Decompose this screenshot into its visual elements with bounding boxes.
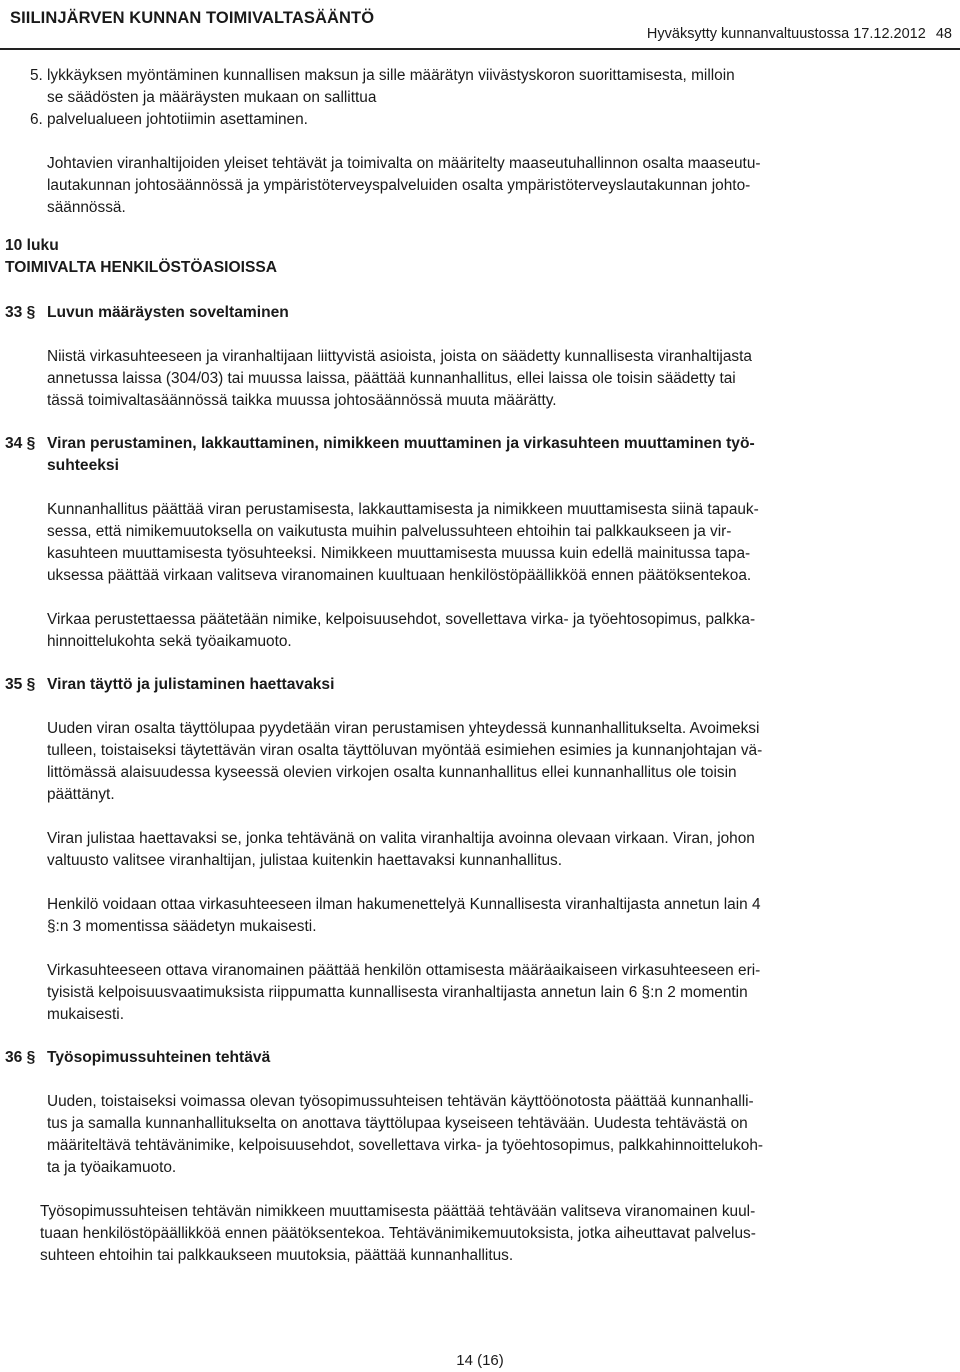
text-line: lautakunnan johtosäännössä ja ympäristöterveyspalveluiden osalta ympäristöterveyslautakunnan johto- — [47, 177, 751, 194]
text-line: kasuhteen muuttamisesta työsuhteeksi. Nimikkeen muuttamisesta muussa kuin edellä mainitussa tapa- — [47, 545, 751, 562]
list-item-number: 5. — [30, 67, 43, 84]
text-line: tyisistä kelpoisuusvaatimuksista riippumatta kunnallisesta viranhaltijasta annetun lain 6 §:n 2 momentin — [47, 984, 748, 1001]
text-line: annetussa laissa (304/03) tai muussa laissa, päättää kunnanhallitus, ellei laissa ole toisin säädetty tai — [47, 370, 736, 387]
section-heading — [0, 302, 960, 324]
text-line: tulleen, toistaiseksi täytettävän viran osalta täyttöluvan myöntää esimiehen esimies ja kunnanjohtajan vä- — [47, 742, 763, 759]
text-line: se säädösten ja määräysten mukaan on sallittua — [47, 89, 377, 106]
section-title — [47, 1047, 948, 1069]
document-body — [0, 48, 960, 1267]
text-line: uksessa päättää virkaan valitseva viranomainen kuultuaan henkilöstöpäällikköä ennen päätöksentekoa. — [47, 567, 752, 584]
text-line: Uuden viran osalta täyttölupaa pyydetään viran perustamisen yhteydessä kunnanhallitukselta. Avoimeksi — [47, 720, 760, 737]
paragraph — [0, 1201, 960, 1267]
text-line: sessa, että nimikemuutoksella on vaikutusta muihin palvelussuhteen ehtoihin tai palkkaukseen ja vir- — [47, 523, 732, 540]
text-line: lykkäyksen myöntäminen kunnallisen maksun ja sille määrätyn viivästyskoron suorittamisesta, milloin — [47, 67, 735, 84]
text-line: määriteltävä tehtävänimike, kelpoisuusehdot, sovellettava virka- ja työehtosopimus, palkkahinnoittelukoh- — [47, 1137, 764, 1154]
text-line: ta ja työaikamuoto. — [47, 1159, 177, 1176]
document-title: SIILINJÄRVEN KUNNAN TOIMIVALTASÄÄNTÖ — [10, 9, 375, 27]
text-line: tässä toimivaltasäännössä taikka muussa johtosäännössä muuta määrätty. — [47, 392, 557, 409]
list-item-text — [47, 109, 308, 131]
intro-paragraph — [0, 153, 960, 219]
text-line: Työsopimussuhteisen tehtävän nimikkeen muuttamisesta päättää tehtävään valitseva viranomainen kuul- — [40, 1203, 756, 1220]
text-line: Johtavien viranhaltijoiden yleiset tehtävät ja toimivalta on määritelty maaseutuhallinnon osalta maaseutu- — [47, 155, 761, 172]
list-item — [0, 65, 960, 109]
page-header — [0, 0, 960, 50]
text-line: päättänyt. — [47, 786, 115, 803]
section-title — [47, 433, 948, 477]
text-line: tuaan henkilöstöpäällikköä ennen päätöksentekoa. Tehtävänimikemuutoksista, jotka aiheuttavat palvelus- — [40, 1225, 756, 1242]
list-item — [0, 109, 960, 131]
chapter-number: 10 luku — [5, 237, 59, 254]
text-line: Viran perustaminen, lakkauttaminen, nimikkeen muuttaminen ja virkasuhteen muuttaminen työ- — [47, 435, 755, 452]
text-line: Henkilö voidaan ottaa virkasuhteeseen ilman hakumenettelyä Kunnallisesta viranhaltijasta annetun lain 4 — [47, 896, 761, 913]
section-number: 34 § — [5, 435, 36, 452]
page-footer — [0, 1352, 960, 1369]
text-line: Viran täyttö ja julistaminen haettavaksi — [47, 676, 335, 693]
paragraph — [0, 1091, 960, 1179]
text-line: palvelualueen johtotiimin asettaminen. — [47, 111, 308, 128]
section-number: 35 § — [5, 676, 36, 693]
list-item-number: 6. — [30, 111, 43, 128]
chapter-heading — [0, 235, 960, 279]
section-heading — [0, 674, 960, 696]
text-line: Viran julistaa haettavaksi se, jonka tehtävänä on valita viranhaltija avoinna olevaan virkaan. Viran, johon — [47, 830, 755, 847]
text-line: valtuusto valitsee viranhaltijan, julistaa kuitenkin haettavaksi kunnanhallitus. — [47, 852, 563, 869]
chapter-title: TOIMIVALTA HENKILÖSTÖASIOISSA — [5, 259, 278, 276]
approval-text: Hyväksytty kunnanvaltuustossa 17.12.2012 — [646, 26, 926, 42]
text-line: tus ja samalla kunnanhallitukselta on anottava täyttölupaa kyseiseen tehtävään. Uudesta tehtävästä on — [47, 1115, 748, 1132]
text-line: Kunnanhallitus päättää viran perustamisesta, lakkauttamisesta ja nimikkeen muuttamisesta siinä tapauk- — [47, 501, 759, 518]
section-number: 33 § — [5, 304, 36, 321]
text-line: Niistä virkasuhteeseen ja viranhaltijaan liittyvistä asioista, joista on säädetty kunnallisesta viranhaltijasta — [47, 348, 752, 365]
text-line: §:n 3 momentissa säädetyn mukaisesti. — [47, 918, 317, 935]
paragraph — [0, 609, 960, 653]
paragraph — [0, 718, 960, 806]
paragraph — [0, 346, 960, 412]
text-line: mukaisesti. — [47, 1006, 124, 1023]
text-line: suhteeksi — [47, 457, 119, 474]
text-line: Uuden, toistaiseksi voimassa olevan työsopimussuhteisen tehtävän käyttöönotosta päättää kunnanhalli- — [47, 1093, 754, 1110]
section-number: 36 § — [5, 1049, 36, 1066]
text-line: Työsopimussuhteinen tehtävä — [47, 1049, 271, 1066]
list-item-text — [47, 65, 735, 109]
approval-note — [647, 26, 952, 42]
section-title — [47, 674, 948, 696]
text-line: Virkaa perustettaessa päätetään nimike, kelpoisuusehdot, sovellettava virka- ja työehtosopimus, palkka- — [47, 611, 756, 628]
paragraph — [0, 894, 960, 938]
text-line: säännössä. — [47, 199, 126, 216]
section-heading — [0, 433, 960, 477]
section-title — [47, 302, 948, 324]
paragraph — [0, 499, 960, 587]
paragraph — [0, 960, 960, 1026]
text-line: littömässä alaisuudessa kyseessä olevien virkojen osalta kunnanhallitus ellei kunnanhallitus ole toisin — [47, 764, 737, 781]
text-line: hinnoittelukohta sekä työaikamuoto. — [47, 633, 292, 650]
page-number: 48 — [935, 26, 952, 42]
text-line: Luvun määräysten soveltaminen — [47, 304, 289, 321]
section-heading — [0, 1047, 960, 1069]
footer-page-number: 14 (16) — [456, 1352, 504, 1369]
text-line: suhteen ehtoihin tai palkkaukseen muutoksia, päättää kunnanhallitus. — [40, 1247, 514, 1264]
paragraph — [0, 828, 960, 872]
text-line: Virkasuhteeseen ottava viranomainen päättää henkilön ottamisesta määräaikaiseen virkasuhteeseen eri- — [47, 962, 761, 979]
